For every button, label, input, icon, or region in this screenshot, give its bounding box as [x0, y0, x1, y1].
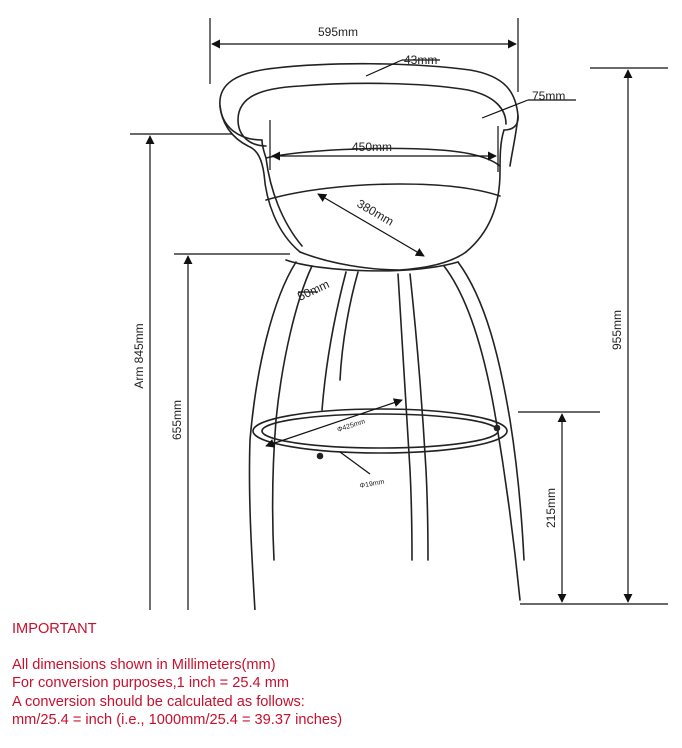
label-top-rail: 43mm [404, 53, 438, 67]
dim-43-leader [366, 60, 402, 76]
label-footrest-tube: Φ19mm [359, 478, 386, 490]
label-leg-width: 50mm [295, 276, 332, 304]
label-footrest-height: 215mm [544, 487, 558, 529]
seat-front [266, 184, 500, 200]
left-arm [220, 106, 300, 252]
label-overall-height: 955mm [610, 309, 624, 351]
backrest-inner [238, 83, 506, 146]
label-arm-depth: 75mm [532, 89, 566, 103]
footrest-ring-outer [253, 409, 507, 453]
notes-line: For conversion purposes,1 inch = 25.4 mm [12, 675, 290, 692]
leg-back-left [322, 272, 346, 410]
notes-line: mm/25.4 = inch (i.e., 1000mm/25.4 = 39.37 inches) [12, 711, 343, 728]
label-inner-width: 450mm [351, 140, 393, 154]
label-overall-width: 595mm [317, 25, 359, 39]
leg-front-right [444, 266, 520, 600]
label-seat-height: 655mm [170, 399, 184, 441]
dimension-lines [130, 18, 668, 610]
label-seat-depth: 380mm [354, 196, 397, 229]
notes-line: A conversion should be calculated as follows: [12, 693, 305, 710]
footrest-ring-inner [262, 414, 498, 448]
label-arm-height: Arm 845mm [132, 323, 146, 389]
dim-19-leader [340, 452, 370, 474]
footrest-bolt [318, 454, 323, 459]
right-arm-inner [510, 116, 518, 166]
label-footrest-diameter: Φ425mm [336, 418, 367, 434]
leg-back-right [398, 274, 412, 560]
footrest-bolt [495, 426, 500, 431]
dim-425 [266, 400, 402, 446]
leg-front-right-inner [458, 262, 524, 560]
notes-line: All dimensions shown in Millimeters(mm) [12, 657, 276, 674]
notes-title: IMPORTANT [12, 621, 97, 637]
leg-back-right-inner [410, 274, 428, 560]
important-notes [12, 620, 672, 729]
